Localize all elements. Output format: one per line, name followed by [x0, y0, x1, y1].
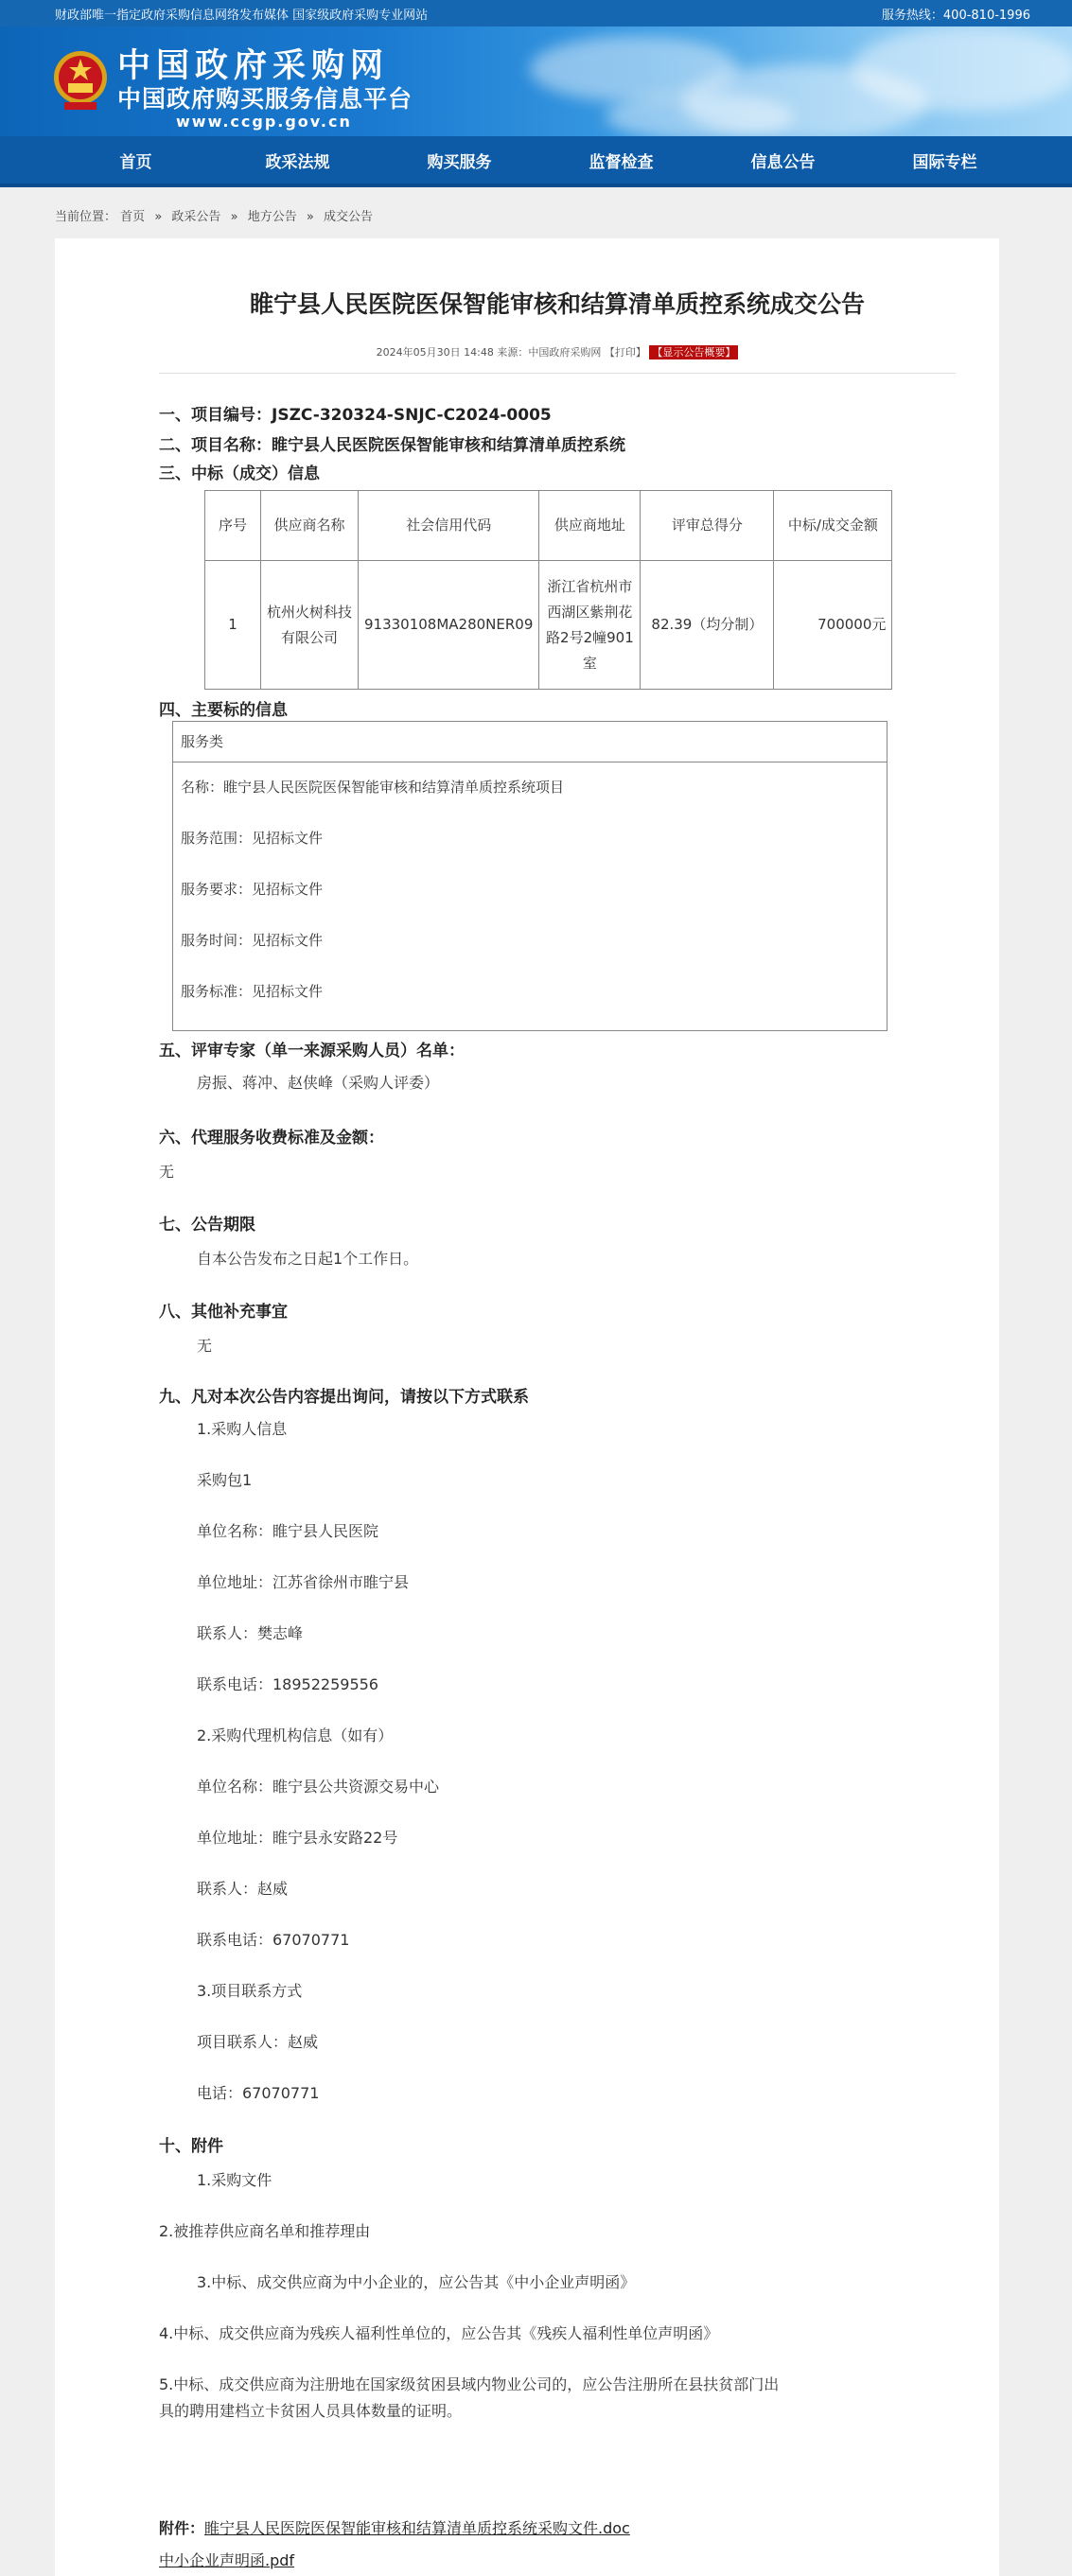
nav-supervision[interactable]: 监督检查 — [589, 152, 654, 172]
cell-supplier: 杭州火树科技有限公司 — [261, 561, 359, 690]
site-title: 中国政府采购网 — [117, 46, 390, 85]
cell-index: 1 — [205, 561, 261, 690]
contact-line: 联系人：樊志峰 — [197, 1624, 304, 1642]
section-project-name — [159, 431, 625, 455]
header-score: 评审总得分 — [641, 491, 774, 561]
breadcrumb-separator: » — [230, 210, 238, 224]
show-summary-button[interactable]: 【显示公告概要】 — [649, 345, 738, 359]
contact-line: 联系人：赵威 — [197, 1880, 289, 1898]
contact-line: 联系电话：18952259556 — [197, 1675, 378, 1693]
nav-international[interactable]: 国际专栏 — [912, 152, 977, 172]
header-credit-code: 社会信用代码 — [359, 491, 539, 561]
nav-announcements[interactable]: 信息公告 — [750, 152, 816, 172]
contact-line: 采购包1 — [197, 1471, 253, 1489]
breadcrumb-local[interactable]: 地方公告 — [247, 210, 297, 224]
section-award-info: 三、中标（成交）信息 — [159, 464, 320, 483]
article-meta — [159, 344, 956, 359]
subject-time: 服务时间：见招标文件 — [181, 932, 324, 949]
contact-line: 单位名称：睢宁县公共资源交易中心 — [197, 1778, 440, 1796]
section-attachments: 十、附件 — [159, 2137, 223, 2156]
attachment-file-row — [159, 2516, 630, 2538]
header-index: 序号 — [205, 491, 261, 561]
project-number-label: 一、项目编号： — [159, 406, 272, 425]
breadcrumb-separator: » — [306, 210, 314, 224]
agency-fee-value: 无 — [159, 1163, 175, 1181]
subject-scope: 服务范围：见招标文件 — [181, 830, 324, 847]
print-link[interactable]: 【打印】 — [604, 346, 646, 359]
attachment-doc-link[interactable]: 睢宁县人民医院医保智能审核和结算清单质控系统采购文件.doc — [204, 2519, 630, 2537]
section-other-matters: 八、其他补充事宜 — [159, 1303, 288, 1322]
winners-table — [204, 490, 892, 690]
contact-line: 电话：67070771 — [197, 2084, 320, 2102]
contact-line: 2.采购代理机构信息（如有） — [197, 1726, 394, 1744]
attachment-item: 3.中标、成交供应商为中小企业的，应公告其《中小企业声明函》 — [197, 2273, 636, 2291]
table-row — [205, 561, 892, 690]
subject-requirements: 服务要求：见招标文件 — [181, 881, 324, 898]
contact-line: 3.项目联系方式 — [197, 1982, 303, 2000]
subject-info-box — [172, 721, 887, 1031]
breadcrumb-home[interactable]: 首页 — [120, 210, 146, 224]
contact-line: 1.采购人信息 — [197, 1420, 288, 1438]
cell-score: 82.39（均分制） — [641, 561, 774, 690]
attachment-item-cont: 具的聘用建档立卡贫困人员具体数量的证明。 — [159, 2402, 463, 2420]
site-banner — [0, 26, 1072, 136]
national-emblem-icon — [51, 45, 110, 114]
breadcrumb-separator: » — [154, 210, 163, 224]
project-name-label: 二、项目名称： — [159, 436, 272, 455]
experts-list: 房振、蒋冲、赵侠峰（采购人评委） — [197, 1074, 440, 1092]
section-project-number — [159, 401, 552, 425]
nav-regulations[interactable]: 政采法规 — [265, 152, 330, 172]
other-matters-value: 无 — [197, 1337, 213, 1355]
project-number: JSZC-320324-SNJC-C2024-0005 — [272, 406, 552, 425]
attachment-file-row — [159, 2549, 294, 2570]
section-agency-fee: 六、代理服务收费标准及金额： — [159, 1129, 384, 1148]
subject-name: 名称：睢宁县人民医院医保智能审核和结算清单质控系统项目 — [181, 779, 565, 796]
publish-date: 2024年05月30日 14:48 — [376, 346, 494, 359]
table-header-row — [205, 491, 892, 561]
site-subtitle: 中国政府购买服务信息平台 — [117, 85, 413, 113]
nav-service-purchase[interactable]: 购买服务 — [427, 152, 492, 172]
attachment-item: 4.中标、成交供应商为残疾人福利性单位的，应公告其《残疾人福利性单位声明函》 — [159, 2324, 719, 2342]
attachment-item: 1.采购文件 — [197, 2171, 272, 2189]
breadcrumb-prefix: 当前位置： — [55, 210, 117, 224]
section-notice-period: 七、公告期限 — [159, 1216, 255, 1235]
notice-period-value: 自本公告发布之日起1个工作日。 — [197, 1250, 419, 1268]
site-url: www.ccgp.gov.cn — [176, 113, 352, 131]
header-amount: 中标/成交金额 — [774, 491, 892, 561]
cell-credit-code: 91330108MA280NER09 — [359, 561, 539, 690]
breadcrumb — [0, 199, 1072, 237]
subject-category: 服务类 — [173, 722, 887, 762]
cell-address: 浙江省杭州市西湖区紫荆花路2号2幢901室 — [539, 561, 641, 690]
title-divider — [159, 373, 956, 374]
header-address: 供应商地址 — [539, 491, 641, 561]
cell-amount: 700000元 — [774, 561, 892, 690]
project-name: 睢宁县人民医院医保智能审核和结算清单质控系统 — [272, 436, 625, 455]
breadcrumb-procurement[interactable]: 政采公告 — [171, 210, 221, 224]
article-source: 来源：中国政府采购网 — [497, 346, 602, 359]
service-hotline: 服务热线：400-810-1996 — [881, 8, 1030, 23]
header-supplier: 供应商名称 — [261, 491, 359, 561]
main-nav — [0, 136, 1072, 187]
contact-line: 单位地址：江苏省徐州市睢宁县 — [197, 1573, 410, 1591]
nav-home[interactable]: 首页 — [119, 152, 152, 172]
section-main-subject: 四、主要标的信息 — [159, 701, 288, 720]
article-card — [55, 238, 999, 2576]
section-contact: 九、凡对本次公告内容提出询问，请按以下方式联系 — [159, 1388, 529, 1407]
section-experts: 五、评审专家（单一来源采购人员）名单： — [159, 1042, 465, 1060]
contact-line: 单位名称：睢宁县人民医院 — [197, 1522, 379, 1540]
breadcrumb-award[interactable]: 成交公告 — [323, 210, 373, 224]
contact-line: 联系电话：67070771 — [197, 1931, 350, 1949]
subject-standard: 服务标准：见招标文件 — [181, 983, 324, 1000]
top-slogan: 财政部唯一指定政府采购信息网络发布媒体 国家级政府采购专业网站 — [55, 8, 429, 23]
contact-line: 项目联系人：赵威 — [197, 2033, 319, 2051]
article-title: 睢宁县人民医院医保智能审核和结算清单质控系统成交公告 — [249, 290, 865, 318]
attachment-label: 附件： — [159, 2519, 205, 2537]
top-info-bar — [0, 0, 1072, 26]
attachment-item: 2.被推荐供应商名单和推荐理由 — [159, 2222, 371, 2240]
attachment-pdf-link[interactable]: 中小企业声明函.pdf — [159, 2551, 295, 2569]
contact-line: 单位地址：睢宁县永安路22号 — [197, 1829, 398, 1847]
attachment-item: 5.中标、成交供应商为注册地在国家级贫困县域内物业公司的，应公告注册所在县扶贫部门出 — [159, 2375, 780, 2393]
